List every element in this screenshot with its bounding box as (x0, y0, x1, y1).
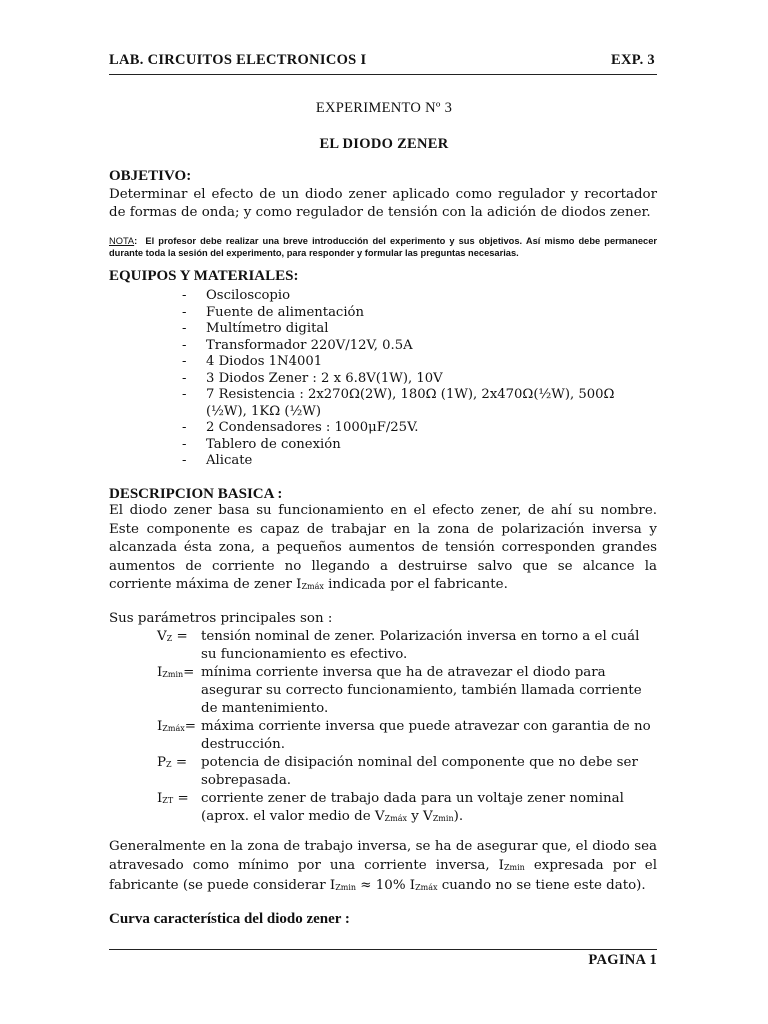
objetivo-heading: OBJETIVO: (109, 168, 192, 184)
page-header (109, 52, 657, 75)
footer-divider (109, 949, 657, 950)
list-item: - 2 Condensadores : 1000μF/25V. (182, 420, 419, 435)
descripcion-heading: DESCRIPCION BASICA : (109, 486, 283, 502)
list-item: - Fuente de alimentación (182, 304, 364, 320)
list-item: - Osciloscopio (182, 288, 291, 303)
list-item: - 3 Diodos Zener : 2 x 6.8V(1W), 10V (182, 370, 443, 386)
nota-block: NOTA: El profesor debe realizar una breve introducción del experimento y sus objetivos. Así mismo debe permanecer durante toda la sesión del experimento, para responder y formular las preguntas necesarias. (109, 236, 657, 258)
parametros-intro: Sus parámetros principales son : (109, 611, 333, 626)
parameters-list (157, 628, 657, 828)
list-item: - Tablero de conexión (182, 436, 341, 452)
descripcion-text: El diodo zener basa su funcionamiento en el efecto zener, de ahí su nombre. Este componente es capaz de trabajar en la zona de polarización inversa y alcanzada ésta zona, a pequeños aumentos de tensión corresponden grandes aumentos de corriente no llegando a destruirse salvo que se alcance la corriente máxima de zener $I_{Zmáx}$ indicada por el fabricante. (109, 503, 657, 592)
list-item: - Alicate (182, 453, 253, 468)
list-item: - 4 Diodos 1N4001 (182, 354, 323, 369)
curva-heading: Curva característica del diodo zener : (109, 911, 350, 927)
parameter-item: $P_Z$ = potencia de disipación nominal del componente que no debe ser sobrepasada. (157, 755, 638, 788)
list-item: - Transformador 220V/12V, 0.5A (182, 337, 413, 353)
parameter-item: $V_Z$ = tensión nominal de zener. Polarización inversa en torno a el cuál su funcionamiento es efectivo. (157, 629, 640, 662)
objetivo-text: Determinar el efecto de un diodo zener aplicado como regulador y recortador de formas de onda; y como regulador de tensión con la adición de diodos zener. (109, 187, 657, 220)
nota-label: NOTA (109, 236, 135, 246)
experiment-number: EXPERIMENTO Nº 3 (315, 100, 453, 116)
page-number: PAGINA 1 (588, 952, 657, 968)
parameter-item: $I_{ZT}$ = corriente zener de trabajo dada para un voltaje zener nominal (aprox. el valor medio de $V_{Zmáx}$ y $V_{Zmin}$). (157, 791, 624, 824)
parameter-item: $I_{Zmáx}=$ máxima corriente inversa que puede atravezar con garantia de no destrucción. (157, 719, 651, 752)
general-text: Generalmente en la zona de trabajo inversa, se ha de asegurar que, el diodo sea atravesado como mínimo por una corriente inversa, $I_{Zmin}$ expresada por el fabricante (se puede considerar $I_{Zmin} \approx 10\%$ $I_{Zmáx}$ cuando no se tiene este dato). (109, 839, 657, 893)
header-course: LAB. CIRCUITOS ELECTRONICOS I (109, 52, 367, 68)
header-experiment: EXP. 3 (611, 52, 655, 68)
equipment-list (182, 288, 656, 470)
equipos-heading: EQUIPOS Y MATERIALES: (109, 268, 299, 284)
document-title: EL DIODO ZENER (319, 136, 449, 152)
list-item: - 7 Resistencia : 2x270Ω(2W), 180Ω (1W), 2x470Ω(½W), 500Ω (½W), 1KΩ (½W) (182, 387, 615, 419)
nota-text: El profesor debe realizar una breve introducción del experimento y sus objetivos. Así mismo debe permanecer durante toda la sesión del experimento, para responder y formular las preguntas necesarias. (109, 236, 657, 258)
list-item: - Multímetro digital (182, 321, 329, 336)
parameter-item: $I_{Zmin}=$ mínima corriente inversa que ha de atravezar el diodo para asegurar su correcto funcionamiento, también llamada corriente de mantenimiento. (157, 665, 642, 716)
